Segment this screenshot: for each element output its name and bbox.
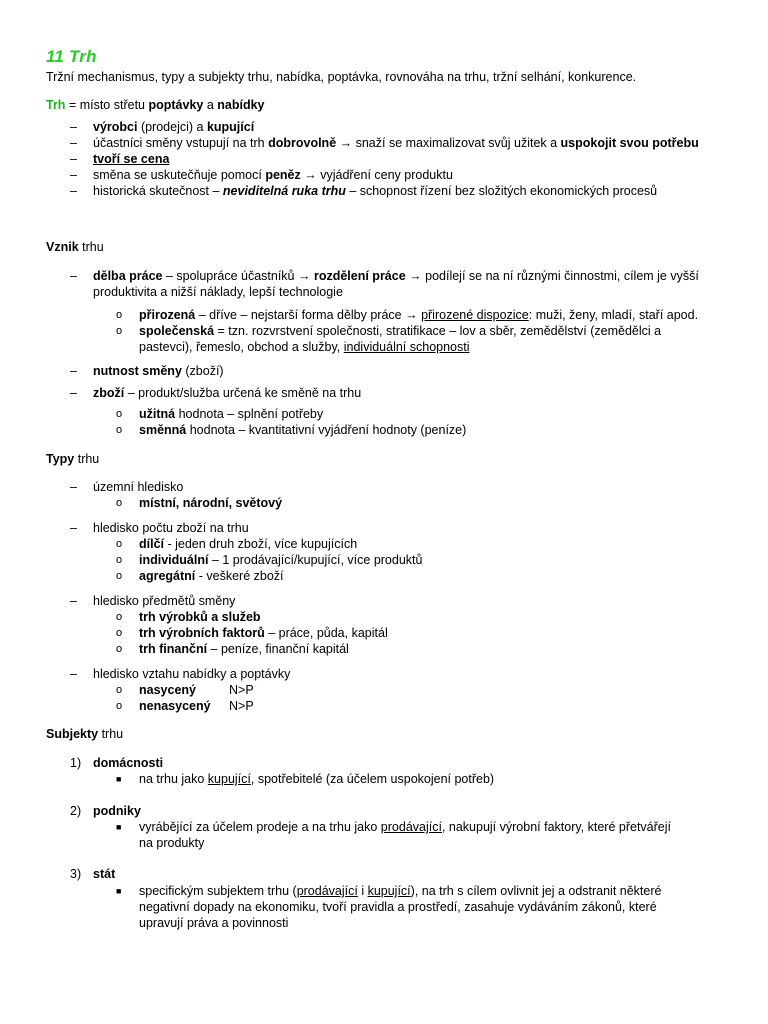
list-item: účastníci směny vstupují na trh dobrovolně → snaží se maximalizovat svůj užitek a uspokojit svou potřebu <box>93 136 699 150</box>
list-number: 2) <box>70 804 82 818</box>
list-item: výrobci (prodejci) a kupující <box>93 120 255 134</box>
sub-list-item: specifickým subjektem trhu (prodávající i kupující), na trh s cílem ovlivnit jej a odstranit některé <box>139 884 662 898</box>
list-item: dělba práce – spolupráce účastníků → rozdělení práce → podílejí se na ní různými činnostmi, cílem je vyšší <box>93 269 699 283</box>
list-item: zboží – produkt/služba určená ke směně na trhu <box>93 386 362 400</box>
circle-bullet: o <box>116 309 123 321</box>
page-title: 11 Trh <box>46 47 97 66</box>
sub-list-item: dílčí - jeden druh zboží, více kupujících <box>139 537 358 551</box>
circle-bullet: o <box>116 684 123 696</box>
sub-list-item: trh finanční – peníze, finanční kapitál <box>139 642 349 656</box>
sub-list-item: nenasycený <box>139 699 211 713</box>
circle-bullet: o <box>116 424 123 436</box>
dash-bullet: – <box>70 594 77 608</box>
sub-list-item: na trhu jako kupující, spotřebitelé (za účelem uspokojení potřeb) <box>139 772 495 786</box>
circle-bullet: o <box>116 325 123 337</box>
list-item: hledisko počtu zboží na trhu <box>93 521 249 535</box>
list-item: nutnost směny (zboží) <box>93 364 224 378</box>
circle-bullet: o <box>116 538 123 550</box>
list-item: hledisko vztahu nabídky a poptávky <box>93 667 291 681</box>
sub-list-item: agregátní - veškeré zboží <box>139 569 284 583</box>
sub-list-item: užitná hodnota – splnění potřeby <box>139 407 324 421</box>
section-heading-vznik: Vznik trhu <box>46 240 104 254</box>
circle-bullet: o <box>116 497 123 509</box>
sub-list-item: vyrábějící za účelem prodeje a na trhu jako prodávající, nakupují výrobní faktory, které přetvářejí <box>139 820 671 834</box>
sub-list-item-value: N>P <box>229 683 254 697</box>
circle-bullet: o <box>116 554 123 566</box>
numbered-item: stát <box>93 867 116 881</box>
dash-bullet: – <box>70 120 77 134</box>
dash-bullet: – <box>70 386 77 400</box>
numbered-item: domácnosti <box>93 756 164 770</box>
section-heading-subjekty: Subjekty trhu <box>46 727 124 741</box>
list-number: 3) <box>70 867 82 881</box>
sub-list-item: nasycený <box>139 683 196 697</box>
circle-bullet: o <box>116 611 123 623</box>
circle-bullet: o <box>116 700 123 712</box>
sub-list-item: trh výrobních faktorů – práce, půda, kapitál <box>139 626 388 640</box>
circle-bullet: o <box>116 643 123 655</box>
sub-list-item-continuation: upravují práva a povinnosti <box>139 916 289 930</box>
term-trh: Trh <box>46 98 66 112</box>
sub-list-item: přirozená – dříve – nejstarší forma dělby práce → přirozené dispozice: muži, ženy, mladí, staří apod. <box>139 308 699 322</box>
list-item: historická skutečnost – neviditelná ruka trhu – schopnost řízení bez složitých ekonomických procesů <box>93 184 658 198</box>
dash-bullet: – <box>70 269 77 283</box>
square-bullet: ■ <box>116 886 122 896</box>
dash-bullet: – <box>70 136 77 150</box>
circle-bullet: o <box>116 627 123 639</box>
list-item-continuation: produktivita a nižší náklady, lepší technologie <box>93 285 343 299</box>
sub-list-item-value: N>P <box>229 699 254 713</box>
sub-list-item: směnná hodnota – kvantitativní vyjádření hodnoty (peníze) <box>139 423 467 437</box>
list-item: územní hledisko <box>93 480 184 494</box>
circle-bullet: o <box>116 408 123 420</box>
sub-list-item: trh výrobků a služeb <box>139 610 261 624</box>
page-subtitle: Tržní mechanismus, typy a subjekty trhu, nabídka, poptávka, rovnováha na trhu, tržní selhání, konkurence. <box>46 70 637 84</box>
dash-bullet: – <box>70 168 77 182</box>
dash-bullet: – <box>70 152 77 166</box>
sub-list-item-continuation: na produkty <box>139 836 205 850</box>
list-item: hledisko předmětů směny <box>93 594 236 608</box>
list-item: tvoří se cena <box>93 152 170 166</box>
definition-line: Trh = místo střetu poptávky a nabídky <box>46 98 265 112</box>
sub-list-item-continuation: negativní dopady na ekonomiku, tvoří pravidla a prostředí, zasahuje vydáváním zákonů, které <box>139 900 657 914</box>
dash-bullet: – <box>70 480 77 494</box>
circle-bullet: o <box>116 570 123 582</box>
sub-list-item: společenská = tzn. rozvrstvení společnosti, stratifikace – lov a sběr, zemědělství (zemědělci a <box>139 324 662 338</box>
numbered-item: podniky <box>93 804 141 818</box>
dash-bullet: – <box>70 364 77 378</box>
sub-list-item-continuation: pastevci), řemeslo, obchod a služby, individuální schopnosti <box>139 340 470 354</box>
square-bullet: ■ <box>116 774 122 784</box>
list-item: směna se uskutečňuje pomocí peněz → vyjádření ceny produktu <box>93 168 453 182</box>
dash-bullet: – <box>70 521 77 535</box>
list-number: 1) <box>70 756 82 770</box>
square-bullet: ■ <box>116 822 122 832</box>
section-heading-typy: Typy trhu <box>46 452 100 466</box>
sub-list-item: místní, národní, světový <box>139 496 283 510</box>
dash-bullet: – <box>70 667 77 681</box>
dash-bullet: – <box>70 184 77 198</box>
sub-list-item: individuální – 1 prodávající/kupující, více produktů <box>139 553 423 567</box>
